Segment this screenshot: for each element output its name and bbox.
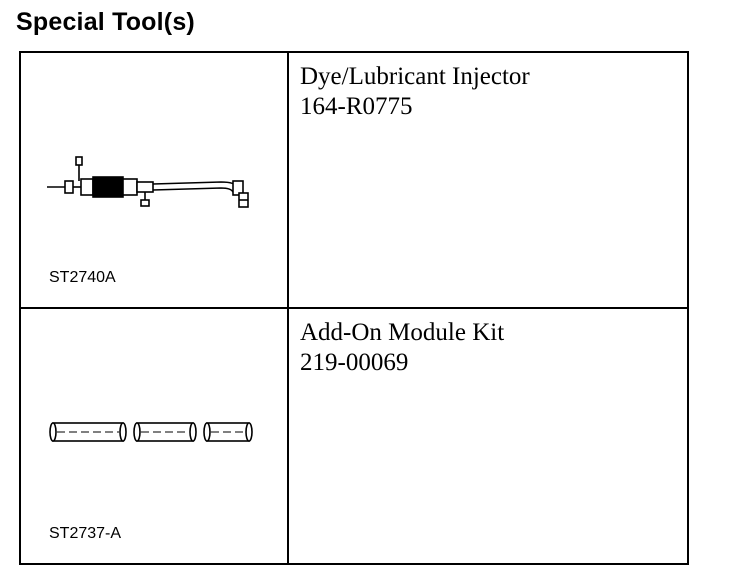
table-row bbox=[20, 308, 688, 564]
figure-label: ST2737-A bbox=[49, 525, 122, 542]
tool-name: Dye/Lubricant Injector bbox=[300, 63, 530, 90]
tool-description-cell bbox=[288, 52, 688, 308]
tool-image-cell bbox=[20, 52, 288, 308]
tool-part-number: 164-R0775 bbox=[300, 93, 413, 120]
tool-description-cell bbox=[288, 308, 688, 564]
special-tools-table bbox=[19, 51, 689, 565]
figure-label: ST2740A bbox=[49, 269, 116, 286]
page-title: Special Tool(s) bbox=[16, 8, 195, 36]
table-row bbox=[20, 52, 688, 308]
tool-image-cell bbox=[20, 308, 288, 564]
tool-name: Add-On Module Kit bbox=[300, 319, 505, 346]
tool-part-number: 219-00069 bbox=[300, 349, 409, 376]
